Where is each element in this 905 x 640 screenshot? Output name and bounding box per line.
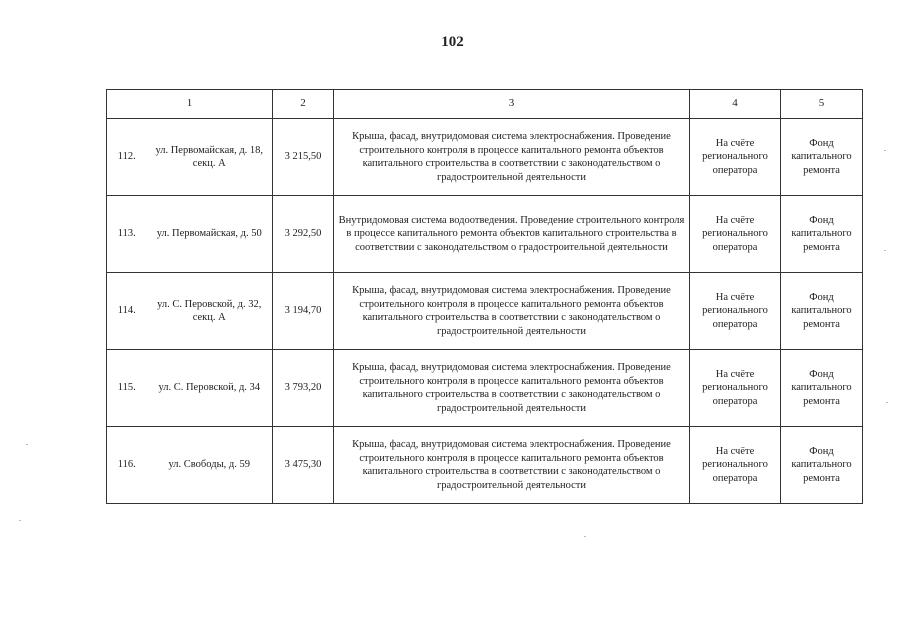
repair-table [106, 89, 863, 504]
area-cell: 3 194,70 [273, 273, 334, 350]
source-cell: Фонд капитального ремонта [781, 196, 863, 273]
header-cell: 4 [690, 90, 781, 119]
works-cell: Крыша, фасад, внутридомовая система электроснабжения. Проведение строительного контроля в процессе капитального ремонта объектов капитального строительства в соответствии с законодательством о градостроительной деятельности [334, 273, 690, 350]
scan-speck [584, 536, 586, 537]
area-cell: 3 475,30 [273, 427, 334, 504]
method-cell: На счёте регионального оператора [690, 196, 781, 273]
header-cell: 1 [107, 90, 273, 119]
table-row [107, 273, 863, 350]
page-number: 102 [441, 34, 464, 50]
method-cell: На счёте регионального оператора [690, 350, 781, 427]
scan-speck [884, 150, 886, 151]
works-cell: Крыша, фасад, внутридомовая система электроснабжения. Проведение строительного контроля в процессе капитального ремонта объектов капитального строительства в соответствии с законодательством о градостроительной деятельности [334, 350, 690, 427]
table-row [107, 196, 863, 273]
row-number: 116. [107, 427, 147, 504]
table-row [107, 350, 863, 427]
method-cell: На счёте регионального оператора [690, 427, 781, 504]
address-cell: ул. Свободы, д. 59 [147, 427, 273, 504]
table-row [107, 427, 863, 504]
address-cell: ул. Первомайская, д. 50 [147, 196, 273, 273]
address-cell: ул. Первомайская, д. 18, секц. А [147, 119, 273, 196]
scan-speck [19, 520, 21, 521]
area-cell: 3 793,20 [273, 350, 334, 427]
header-cell: 2 [273, 90, 334, 119]
works-cell: Крыша, фасад, внутридомовая система электроснабжения. Проведение строительного контроля в процессе капитального ремонта объектов капитального строительства в соответствии с законодательством о градостроительной деятельности [334, 427, 690, 504]
table-row [107, 119, 863, 196]
row-number: 114. [107, 273, 147, 350]
method-cell: На счёте регионального оператора [690, 273, 781, 350]
works-cell: Внутридомовая система водоотведения. Проведение строительного контроля в процессе капитального ремонта объектов капитального строительства в соответствии с законодательством о градостроительной деятельности [334, 196, 690, 273]
area-cell: 3 292,50 [273, 196, 334, 273]
source-cell: Фонд капитального ремонта [781, 350, 863, 427]
table-header-row [107, 90, 863, 119]
header-cell: 3 [334, 90, 690, 119]
area-cell: 3 215,50 [273, 119, 334, 196]
scan-speck [884, 250, 886, 251]
scan-speck [886, 402, 888, 403]
row-number: 113. [107, 196, 147, 273]
method-cell: На счёте регионального оператора [690, 119, 781, 196]
address-cell: ул. С. Перовской, д. 32, секц. А [147, 273, 273, 350]
row-number: 112. [107, 119, 147, 196]
header-cell: 5 [781, 90, 863, 119]
source-cell: Фонд капитального ремонта [781, 427, 863, 504]
row-number: 115. [107, 350, 147, 427]
source-cell: Фонд капитального ремонта [781, 119, 863, 196]
scan-speck [26, 444, 28, 445]
address-cell: ул. С. Перовской, д. 34 [147, 350, 273, 427]
works-cell: Крыша, фасад, внутридомовая система электроснабжения. Проведение строительного контроля в процессе капитального ремонта объектов капитального строительства в соответствии с законодательством о градостроительной деятельности [334, 119, 690, 196]
source-cell: Фонд капитального ремонта [781, 273, 863, 350]
